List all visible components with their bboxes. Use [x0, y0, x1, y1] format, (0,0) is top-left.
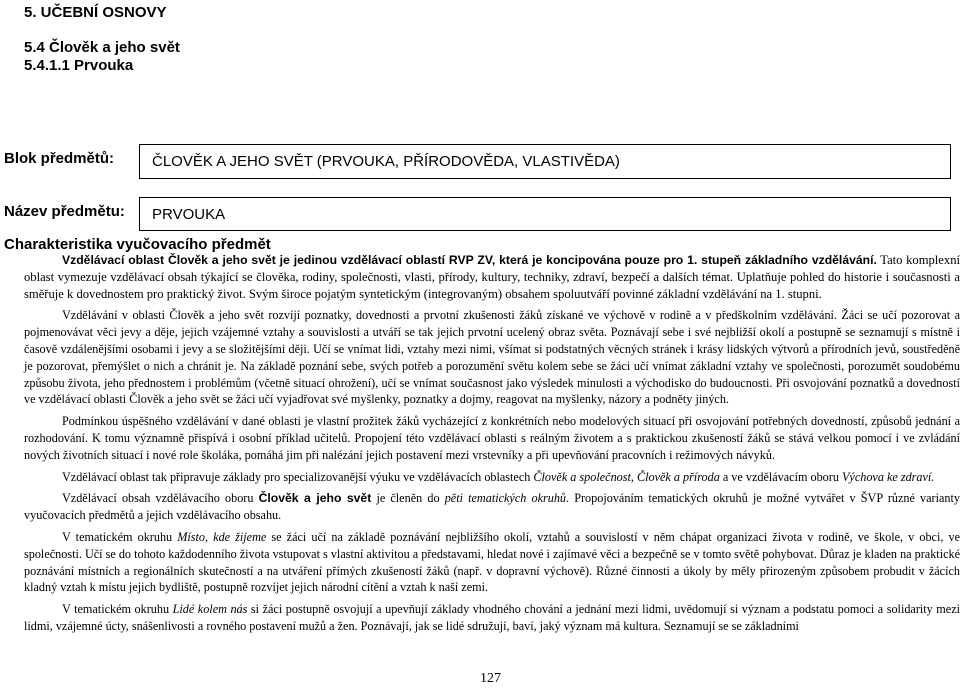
section-heading: 5.4 Člověk a jeho svět	[24, 39, 180, 56]
paragraph-4: Vzdělávací oblast tak připravuje základy pro specializovanější výuku ve vzdělávacích oblastech Člověk a společnost, Člověk a příroda a ve vzdělávacím oboru Výchova ke zdraví.	[62, 469, 935, 484]
paragraph-3: Podmínkou úspěšného vzdělávání v dané oblasti je vlastní prožitek žáků vycházející z konkrétních nebo modelových situací při osvojování potřebných dovedností, způsobů jednání a rozhodování. K tomu významně přispívá i osobní příklad učitelů. Propojení této vzdělávací oblasti s reálným životem a s praktickou zkušeností žáků se stává velkou pomocí i ve zvládání nových životních situací i nové role školáka, pomáhá jim při nalézání jejich postavení mezi vrstevníky a při upevňování pracovních i režimových návyků.	[24, 414, 960, 462]
section-title: Charakteristika vyučovacího předmět	[4, 236, 271, 253]
paragraph-1: Vzdělávací oblast Člověk a jeho svět je jedinou vzdělávací oblastí RVP ZV, která je koncipována pouze pro 1. stupeň základního vzdělávání. Tato komplexní oblast vymezuje vzdělávací obsah týkající se člověka, rodiny, společnosti, vlasti, přírody, kultury, techniky, zdraví, bezpečí a dalších témat. Uplatňuje pohled do historie i současnosti a směřuje k dovednostem pro praktický život. Svým široce pojatým syntetickým (integrovaným) obsahem spoluutváří povinné základní vzdělávání na 1. stupni.	[24, 253, 960, 301]
page-number: 127	[480, 671, 501, 686]
subject-value: PRVOUKA	[152, 205, 226, 223]
paragraph-7: V tematickém okruhu Lidé kolem nás si žáci postupně osvojují a upevňují základy vhodného chování a jednání mezi lidmi, uvědomují si význam a podstatu pomoci a solidarity mezi lidmi, vzájemné úcty, snášenlivosti a rovného postavení mužů a žen. Poznávají, jak se lidé sdružují, baví, jaký význam má kultura. Seznamují se se základními	[24, 602, 960, 633]
block-value-box	[139, 144, 951, 179]
paragraph-2: Vzdělávání v oblasti Člověk a jeho svět rozvíjí poznatky, dovednosti a prvotní zkušenosti žáků získané ve výchově v rodině a v předškolním vzdělávání. Žáci se učí pozorovat a pojmenovávat věci jevy a děje, jejich vzájemné vztahy a souvislosti a utváří se tak jejich prvotní ucelený obraz světa. Poznávají sebe i své nejbližší okolí a postupně se seznamují s místně i časově vzdálenějšími osobami i jevy a se složitějšími ději. Učí se vnímat lidi, vztahy mezi nimi, všímat si podstatných věcných stránek i krásy lidských výtvorů a přírodních jevů, soustředěně je pozorovat, přemýšlet o nich a chránit je. Na základě poznání sebe, svých potřeb a porozumění světu kolem sebe se žáci učí vnímat základní vztahy ve společnosti, porozumět soudobému způsobu života, jeho přednostem i problémům (včetně situací ohrožení), učí se vnímat současnost jako výsledek minulosti a východisko do budoucnosti. Při osvojování poznatků a dovedností ve vzdělávací oblasti Člověk a jeho svět se žáci učí vyjadřovat své myšlenky, poznatky a dojmy, reagovat na myšlenky, názory a podněty jiných.	[24, 308, 960, 407]
block-label: Blok předmětů:	[4, 150, 115, 167]
body-text	[24, 252, 960, 640]
subject-value-box	[139, 197, 951, 231]
paragraph-5: Vzdělávací obsah vzdělávacího oboru Člověk a jeho svět je členěn do pěti tematických okruhů. Propojováním tematických okruhů je možné vytvářet v ŠVP různé varianty vyučovacích předmětů a jejich vzdělávacího obsahu.	[24, 491, 960, 523]
paragraph-6: V tematickém okruhu Místo, kde žijeme se žáci učí na základě poznávání nejbližšího okolí, vztahů a souvislostí v něm chápat organizaci života v rodině, ve škole, v obci, ve společnosti. Učí se do tohoto každodenního života vstupovat s vlastní aktivitou a představami, hledat nové i zajímavé věci a bezpečně se v tomto světě pohybovat. Důraz je kladen na praktické poznávání místních a regionálních skutečností a na utváření přímých zkušeností žáků (např. v dopravní výchově). Různé činnosti a úkoly by měly přirozeným způsobem probudit v žácích kladný vztah k místu jejich bydliště, postupně rozvíjet jejich národní cítění a vztah k naší zemi.	[24, 529, 960, 595]
subject-label: Název předmětu:	[4, 203, 125, 220]
chapter-heading: 5. UČEBNÍ OSNOVY	[24, 4, 167, 21]
block-value: ČLOVĚK A JEHO SVĚT (PRVOUKA, PŘÍRODOVĚDA, VLASTIVĚDA)	[152, 153, 620, 170]
subsection-heading: 5.4.1.1 Prvouka	[24, 57, 134, 74]
